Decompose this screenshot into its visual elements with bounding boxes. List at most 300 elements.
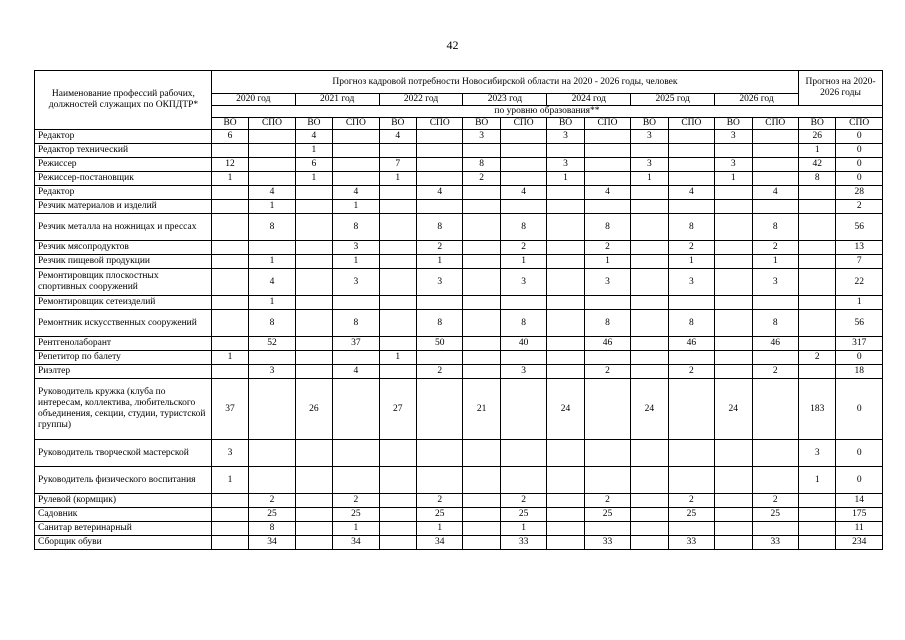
table-cell: 8 xyxy=(752,214,799,241)
table-cell xyxy=(752,296,799,310)
table-cell: 8 xyxy=(668,310,714,337)
table-cell xyxy=(463,144,500,158)
table-cell xyxy=(715,536,752,550)
table-cell xyxy=(715,440,752,467)
table-cell: 1 xyxy=(249,296,295,310)
table-cell xyxy=(752,158,799,172)
table-cell: 175 xyxy=(836,508,883,522)
table-cell: 2 xyxy=(463,172,500,186)
profession-column-header: Наименование профессий рабочих, должностей служащих по ОКПДТР* xyxy=(35,71,212,130)
year-header: 2025 год xyxy=(631,94,715,106)
table-cell: 2 xyxy=(500,494,546,508)
table-cell xyxy=(379,269,416,296)
profession-name: Руководитель физического воспитания xyxy=(35,467,212,494)
table-cell xyxy=(631,186,668,200)
table-cell: 3 xyxy=(500,269,546,296)
table-cell: 25 xyxy=(752,508,799,522)
table-cell xyxy=(547,241,584,255)
vo-column-header: ВО xyxy=(715,118,752,130)
table-cell xyxy=(631,467,668,494)
table-cell: 8 xyxy=(668,214,714,241)
table-cell xyxy=(799,365,836,379)
table-cell xyxy=(463,440,500,467)
table-cell xyxy=(584,172,630,186)
table-cell: 0 xyxy=(836,158,883,172)
table-cell xyxy=(211,365,248,379)
table-cell xyxy=(295,508,332,522)
table-row xyxy=(35,310,883,337)
table-cell xyxy=(631,440,668,467)
vo-column-header: ВО xyxy=(379,118,416,130)
table-cell: 8 xyxy=(249,522,295,536)
table-cell: 4 xyxy=(668,186,714,200)
table-cell xyxy=(631,508,668,522)
table-cell: 2 xyxy=(249,494,295,508)
table-cell xyxy=(333,467,379,494)
table-cell xyxy=(547,522,584,536)
table-cell xyxy=(715,365,752,379)
table-cell: 34 xyxy=(333,536,379,550)
table-cell: 3 xyxy=(249,365,295,379)
vo-column-header: ВО xyxy=(547,118,584,130)
table-cell xyxy=(631,365,668,379)
table-cell xyxy=(333,351,379,365)
table-cell: 1 xyxy=(249,200,295,214)
profession-name: Руководитель кружка (клуба по интересам, коллектива, любительского объединения, секции, студии, туристской группы) xyxy=(35,379,212,440)
table-cell xyxy=(799,337,836,351)
table-cell xyxy=(500,144,546,158)
table-cell xyxy=(379,255,416,269)
profession-name: Сборщик обуви xyxy=(35,536,212,550)
table-cell: 33 xyxy=(584,536,630,550)
table-cell xyxy=(799,296,836,310)
table-cell xyxy=(631,144,668,158)
table-cell xyxy=(295,269,332,296)
education-level-header: по уровню образования** xyxy=(211,106,882,118)
table-cell xyxy=(752,130,799,144)
table-cell xyxy=(463,337,500,351)
table-cell xyxy=(500,351,546,365)
table-cell xyxy=(631,214,668,241)
spo-column-header: СПО xyxy=(668,118,714,130)
table-cell: 8 xyxy=(249,310,295,337)
profession-name: Резчик металла на ножницах и прессах xyxy=(35,214,212,241)
profession-name: Редактор xyxy=(35,130,212,144)
table-cell: 1 xyxy=(211,467,248,494)
table-cell xyxy=(295,467,332,494)
table-cell: 7 xyxy=(836,255,883,269)
table-cell xyxy=(249,379,295,440)
table-cell xyxy=(752,522,799,536)
table-cell: 37 xyxy=(211,379,248,440)
table-cell: 1 xyxy=(836,296,883,310)
table-cell xyxy=(463,351,500,365)
table-cell xyxy=(715,522,752,536)
table-cell xyxy=(547,365,584,379)
table-cell xyxy=(379,241,416,255)
table-cell xyxy=(547,296,584,310)
table-cell xyxy=(715,214,752,241)
table-cell xyxy=(417,296,463,310)
table-row xyxy=(35,214,883,241)
profession-name: Резчик мясопродуктов xyxy=(35,241,212,255)
table-cell: 24 xyxy=(547,379,584,440)
table-cell: 8 xyxy=(463,158,500,172)
table-cell xyxy=(295,494,332,508)
table-cell: 3 xyxy=(417,269,463,296)
table-cell: 1 xyxy=(417,522,463,536)
table-cell xyxy=(417,158,463,172)
table-cell xyxy=(631,536,668,550)
table-cell xyxy=(631,310,668,337)
table-cell: 4 xyxy=(500,186,546,200)
table-cell: 52 xyxy=(249,337,295,351)
table-cell xyxy=(295,214,332,241)
table-cell xyxy=(715,186,752,200)
table-cell: 1 xyxy=(500,255,546,269)
profession-name: Садовник xyxy=(35,508,212,522)
table-row xyxy=(35,508,883,522)
table-cell xyxy=(379,522,416,536)
table-cell: 4 xyxy=(333,365,379,379)
table-cell xyxy=(584,296,630,310)
table-row xyxy=(35,351,883,365)
table-cell xyxy=(379,440,416,467)
table-cell: 25 xyxy=(500,508,546,522)
table-cell: 6 xyxy=(295,158,332,172)
table-cell xyxy=(295,296,332,310)
table-cell xyxy=(631,337,668,351)
table-cell xyxy=(463,467,500,494)
table-cell xyxy=(500,130,546,144)
table-cell xyxy=(379,144,416,158)
table-cell: 18 xyxy=(836,365,883,379)
table-row xyxy=(35,241,883,255)
table-cell: 2 xyxy=(752,241,799,255)
table-cell xyxy=(463,200,500,214)
vo-column-header: ВО xyxy=(799,118,836,130)
table-cell: 3 xyxy=(584,269,630,296)
table-cell xyxy=(249,172,295,186)
table-cell: 26 xyxy=(799,130,836,144)
table-cell: 0 xyxy=(836,379,883,440)
table-cell: 25 xyxy=(584,508,630,522)
table-cell: 3 xyxy=(631,158,668,172)
table-cell: 4 xyxy=(584,186,630,200)
table-cell: 2 xyxy=(417,494,463,508)
table-cell xyxy=(295,310,332,337)
table-cell: 1 xyxy=(295,144,332,158)
table-cell: 2 xyxy=(500,241,546,255)
profession-name: Ремонтировщик сетеизделий xyxy=(35,296,212,310)
table-cell: 183 xyxy=(799,379,836,440)
table-cell xyxy=(211,296,248,310)
vo-column-header: ВО xyxy=(463,118,500,130)
table-cell xyxy=(379,214,416,241)
table-cell xyxy=(500,172,546,186)
vo-column-header: ВО xyxy=(295,118,332,130)
table-cell xyxy=(547,337,584,351)
table-cell: 3 xyxy=(715,158,752,172)
table-cell: 25 xyxy=(417,508,463,522)
table-cell: 24 xyxy=(631,379,668,440)
profession-name: Редактор xyxy=(35,186,212,200)
table-cell xyxy=(799,241,836,255)
table-cell: 33 xyxy=(668,536,714,550)
table-cell xyxy=(668,351,714,365)
table-cell xyxy=(547,144,584,158)
table-cell: 2 xyxy=(668,494,714,508)
table-cell xyxy=(547,310,584,337)
table-cell: 0 xyxy=(836,130,883,144)
table-cell xyxy=(249,467,295,494)
table-cell: 11 xyxy=(836,522,883,536)
table-cell xyxy=(584,200,630,214)
profession-name: Рентгенолаборант xyxy=(35,337,212,351)
table-cell xyxy=(249,241,295,255)
table-cell: 34 xyxy=(417,536,463,550)
table-cell: 8 xyxy=(333,214,379,241)
table-cell xyxy=(799,494,836,508)
table-cell: 2 xyxy=(417,241,463,255)
profession-name: Редактор технический xyxy=(35,144,212,158)
table-cell: 1 xyxy=(211,351,248,365)
table-cell: 2 xyxy=(668,365,714,379)
table-cell xyxy=(295,351,332,365)
table-cell: 4 xyxy=(417,186,463,200)
table-cell xyxy=(463,269,500,296)
table-cell: 2 xyxy=(584,494,630,508)
table-cell xyxy=(715,144,752,158)
table-cell: 4 xyxy=(752,186,799,200)
table-cell xyxy=(295,200,332,214)
table-cell: 50 xyxy=(417,337,463,351)
table-cell xyxy=(752,379,799,440)
spo-column-header: СПО xyxy=(752,118,799,130)
table-cell: 33 xyxy=(752,536,799,550)
table-cell xyxy=(752,467,799,494)
page-number: 42 xyxy=(446,38,459,52)
table-cell xyxy=(463,522,500,536)
table-cell: 4 xyxy=(249,269,295,296)
table-cell: 27 xyxy=(379,379,416,440)
spo-column-header: СПО xyxy=(417,118,463,130)
table-cell xyxy=(211,494,248,508)
table-cell xyxy=(379,467,416,494)
table-cell: 2 xyxy=(417,365,463,379)
table-cell xyxy=(379,186,416,200)
table-cell: 0 xyxy=(836,351,883,365)
table-cell xyxy=(463,536,500,550)
table-cell: 3 xyxy=(668,269,714,296)
table-cell: 2 xyxy=(799,351,836,365)
total-forecast-header: Прогноз на 2020-2026 годы xyxy=(799,71,883,106)
table-row xyxy=(35,522,883,536)
table-cell xyxy=(417,144,463,158)
table-cell: 37 xyxy=(333,337,379,351)
table-cell xyxy=(211,214,248,241)
table-cell: 3 xyxy=(752,269,799,296)
table-cell: 3 xyxy=(463,130,500,144)
table-cell xyxy=(333,144,379,158)
table-cell xyxy=(715,508,752,522)
table-cell: 2 xyxy=(752,365,799,379)
table-cell: 8 xyxy=(500,310,546,337)
table-cell xyxy=(715,241,752,255)
table-cell xyxy=(547,255,584,269)
table-cell xyxy=(668,467,714,494)
table-cell xyxy=(417,130,463,144)
table-row xyxy=(35,379,883,440)
vo-column-header: ВО xyxy=(631,118,668,130)
table-cell: 25 xyxy=(333,508,379,522)
table-cell: 26 xyxy=(295,379,332,440)
profession-name: Режиссер xyxy=(35,158,212,172)
table-row xyxy=(35,158,883,172)
table-cell xyxy=(799,255,836,269)
table-cell xyxy=(295,255,332,269)
table-cell xyxy=(333,172,379,186)
table-cell xyxy=(379,494,416,508)
table-cell xyxy=(631,351,668,365)
table-cell: 2 xyxy=(836,200,883,214)
table-cell xyxy=(379,200,416,214)
table-cell: 46 xyxy=(752,337,799,351)
table-cell: 1 xyxy=(668,255,714,269)
table-cell xyxy=(211,186,248,200)
table-cell: 33 xyxy=(500,536,546,550)
table-cell: 25 xyxy=(249,508,295,522)
table-cell xyxy=(631,494,668,508)
profession-name: Резчик пищевой продукции xyxy=(35,255,212,269)
table-cell xyxy=(547,494,584,508)
table-cell xyxy=(547,440,584,467)
table-cell xyxy=(799,200,836,214)
table-cell: 3 xyxy=(211,440,248,467)
table-cell xyxy=(463,241,500,255)
table-cell xyxy=(668,296,714,310)
table-cell: 3 xyxy=(799,440,836,467)
staff-forecast-table xyxy=(34,70,883,550)
table-cell: 2 xyxy=(333,494,379,508)
table-cell: 1 xyxy=(799,467,836,494)
table-cell: 4 xyxy=(379,130,416,144)
table-cell xyxy=(584,522,630,536)
table-cell: 56 xyxy=(836,214,883,241)
table-row xyxy=(35,296,883,310)
table-cell xyxy=(547,269,584,296)
table-cell xyxy=(211,269,248,296)
table-cell xyxy=(547,351,584,365)
table-cell xyxy=(799,214,836,241)
table-cell xyxy=(668,522,714,536)
table-cell: 1 xyxy=(249,255,295,269)
table-cell xyxy=(752,351,799,365)
table-row xyxy=(35,172,883,186)
table-cell xyxy=(463,214,500,241)
table-cell: 8 xyxy=(249,214,295,241)
table-cell xyxy=(547,536,584,550)
table-cell xyxy=(715,310,752,337)
table-cell xyxy=(500,296,546,310)
table-cell xyxy=(379,337,416,351)
table-cell xyxy=(715,255,752,269)
table-cell xyxy=(547,200,584,214)
table-cell: 1 xyxy=(500,522,546,536)
table-row xyxy=(35,144,883,158)
table-cell xyxy=(249,130,295,144)
table-row xyxy=(35,269,883,296)
table-cell xyxy=(379,296,416,310)
year-header: 2020 год xyxy=(211,94,295,106)
table-row xyxy=(35,440,883,467)
spo-column-header: СПО xyxy=(836,118,883,130)
table-cell xyxy=(584,130,630,144)
table-cell xyxy=(249,144,295,158)
table-cell: 1 xyxy=(379,172,416,186)
table-cell: 2 xyxy=(584,241,630,255)
table-row xyxy=(35,365,883,379)
spo-column-header: СПО xyxy=(333,118,379,130)
table-cell xyxy=(211,241,248,255)
table-cell: 12 xyxy=(211,158,248,172)
table-cell xyxy=(211,200,248,214)
table-cell xyxy=(752,200,799,214)
table-cell: 4 xyxy=(249,186,295,200)
table-cell: 22 xyxy=(836,269,883,296)
table-cell xyxy=(631,296,668,310)
table-cell xyxy=(752,440,799,467)
table-cell xyxy=(295,186,332,200)
table-cell xyxy=(799,186,836,200)
table-cell xyxy=(500,379,546,440)
table-cell: 3 xyxy=(631,130,668,144)
table-cell: 25 xyxy=(668,508,714,522)
table-cell xyxy=(668,200,714,214)
table-cell xyxy=(295,440,332,467)
table-cell xyxy=(463,186,500,200)
table-cell xyxy=(463,365,500,379)
table-cell xyxy=(463,296,500,310)
table-cell: 8 xyxy=(500,214,546,241)
table-cell xyxy=(249,351,295,365)
table-cell: 2 xyxy=(752,494,799,508)
table-cell: 1 xyxy=(333,200,379,214)
table-cell: 8 xyxy=(584,214,630,241)
table-cell xyxy=(631,269,668,296)
table-cell: 3 xyxy=(547,158,584,172)
profession-name: Репетитор по балету xyxy=(35,351,212,365)
table-cell: 3 xyxy=(333,269,379,296)
table-cell xyxy=(463,255,500,269)
table-cell xyxy=(417,467,463,494)
table-cell xyxy=(584,379,630,440)
table-cell: 14 xyxy=(836,494,883,508)
table-cell: 0 xyxy=(836,172,883,186)
table-cell: 8 xyxy=(752,310,799,337)
forecast-title-header: Прогноз кадровой потребности Новосибирской области на 2020 - 2026 годы, человек xyxy=(211,71,798,94)
year-header: 2023 год xyxy=(463,94,547,106)
table-cell: 4 xyxy=(333,186,379,200)
table-cell: 1 xyxy=(333,255,379,269)
table-cell xyxy=(333,440,379,467)
table-cell: 234 xyxy=(836,536,883,550)
table-cell xyxy=(500,200,546,214)
table-cell xyxy=(584,158,630,172)
table-cell xyxy=(249,158,295,172)
table-cell xyxy=(715,337,752,351)
table-cell: 4 xyxy=(295,130,332,144)
